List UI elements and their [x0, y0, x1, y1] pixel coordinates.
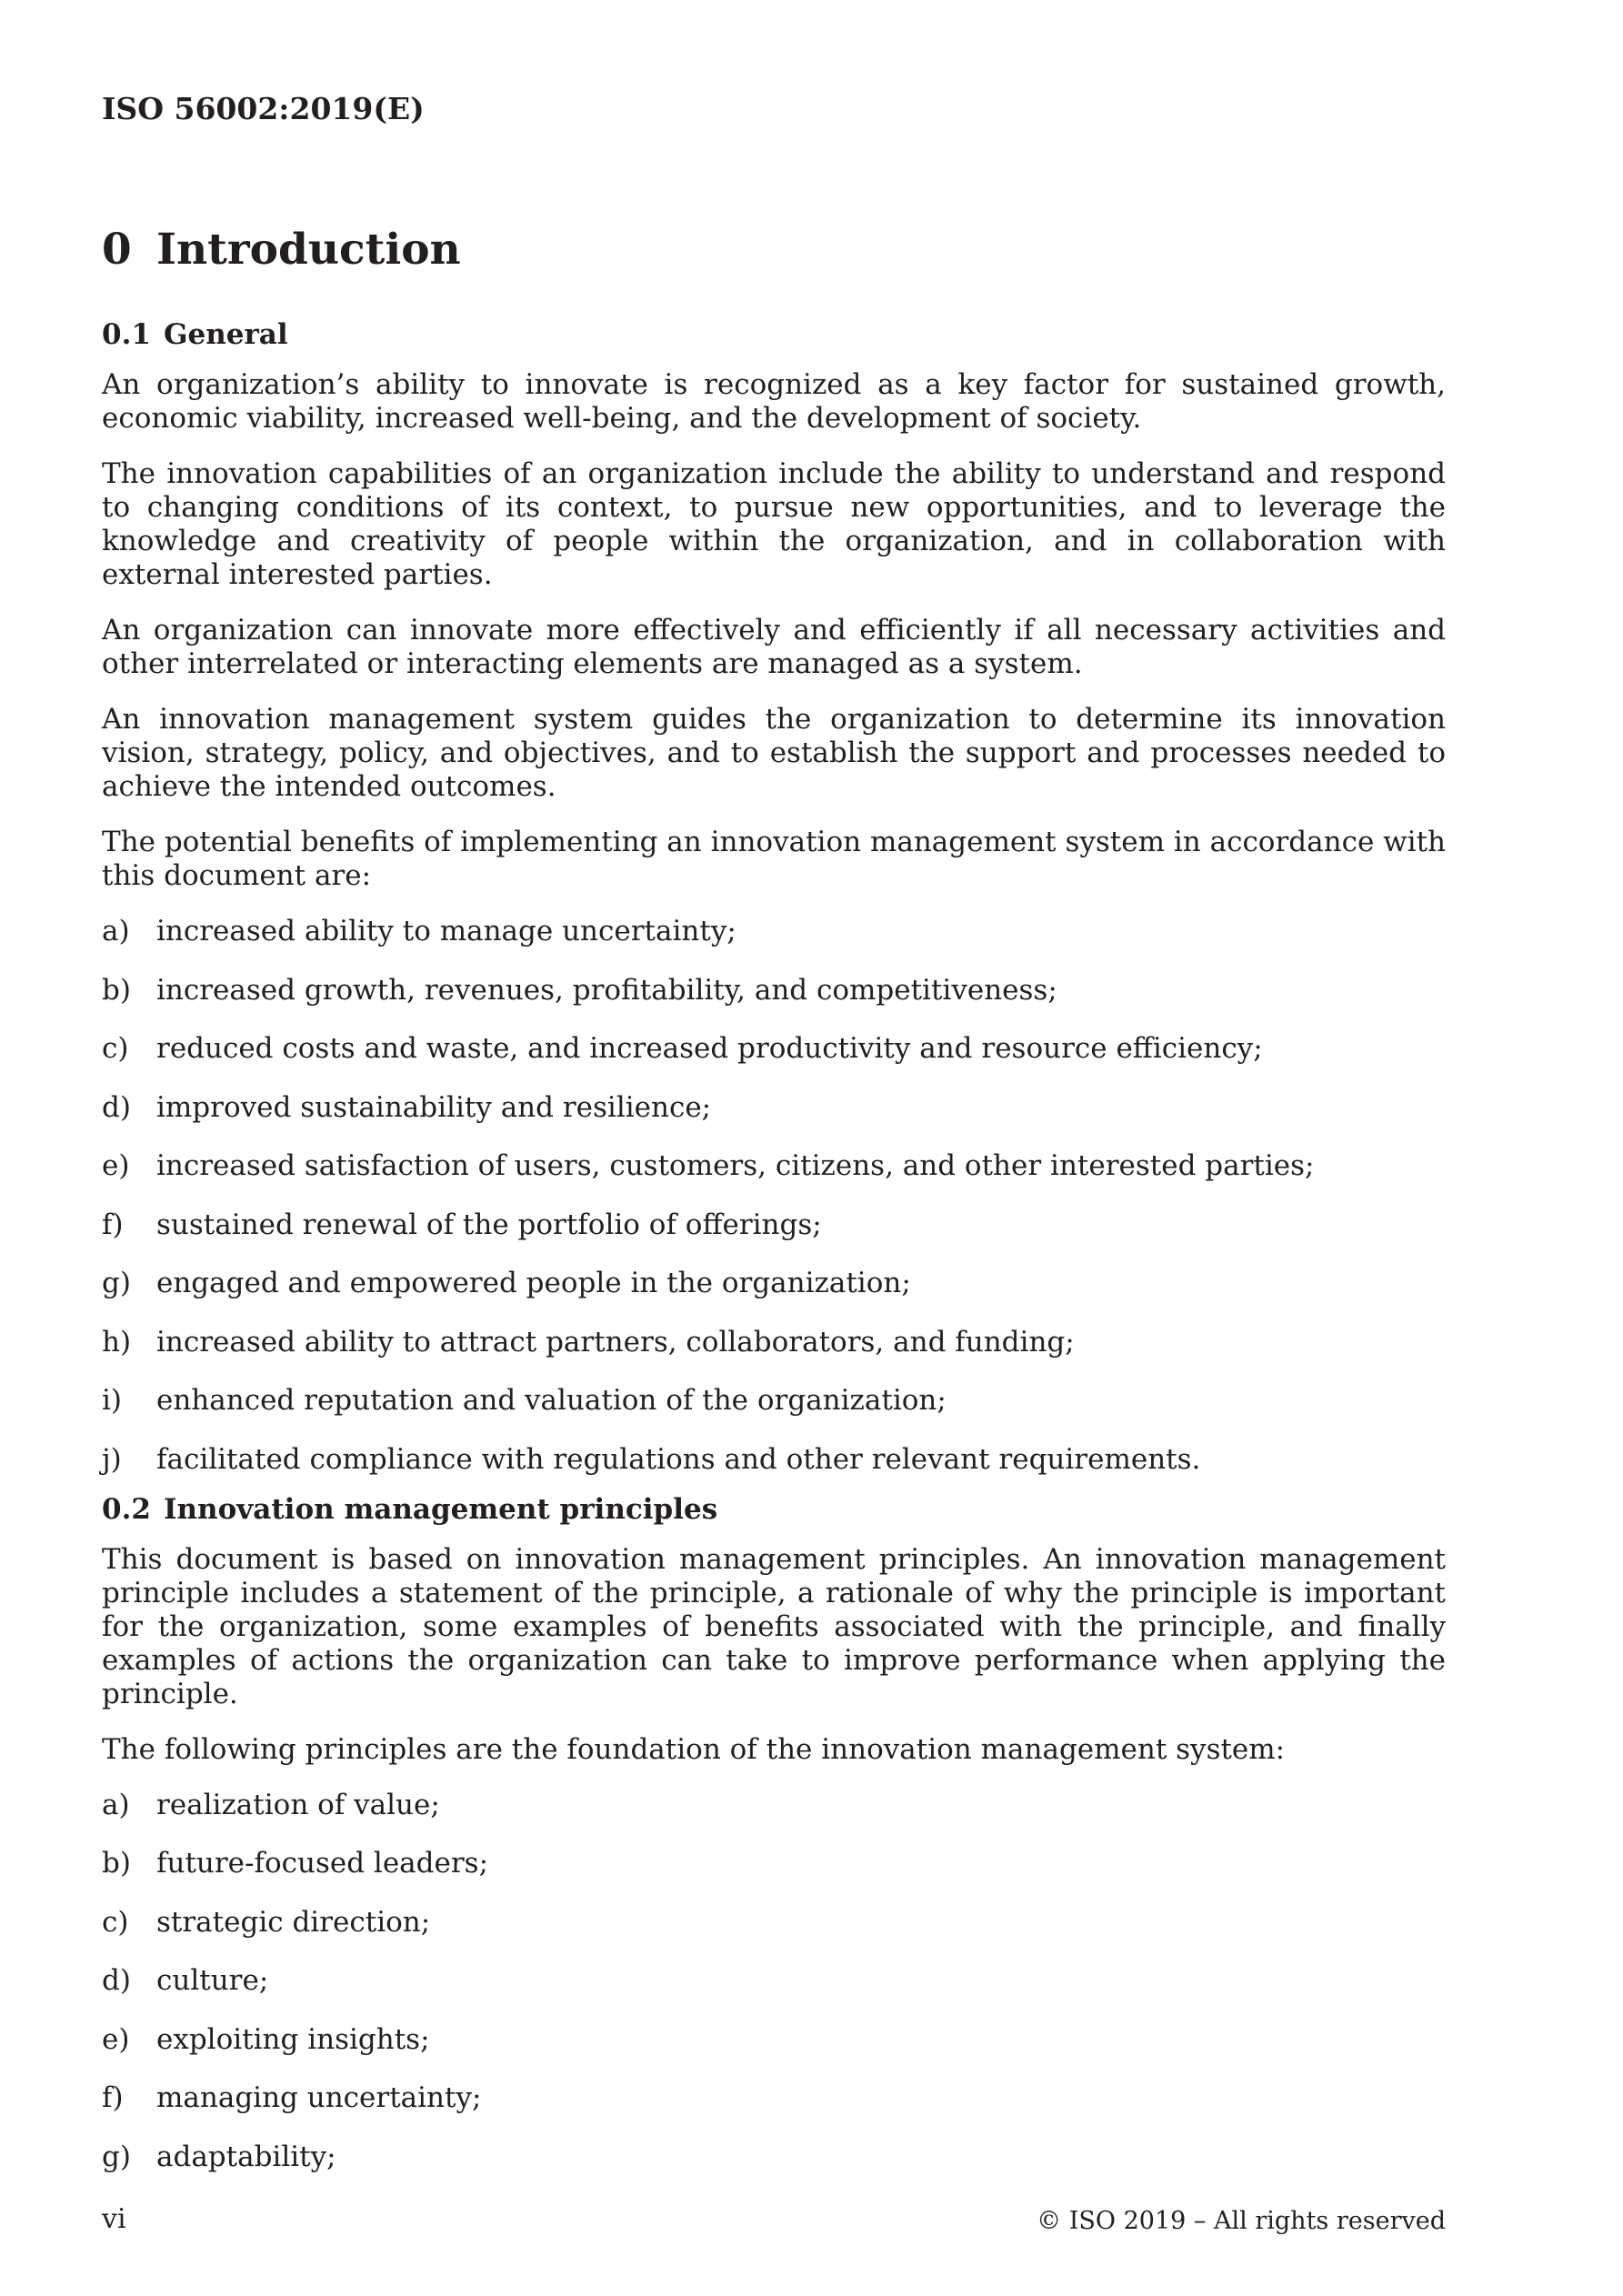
- list-item: [102, 1208, 1446, 1242]
- list-item: [102, 2141, 1446, 2174]
- benefits-list: [102, 915, 1446, 1477]
- list-item-text: managing uncertainty;: [156, 2081, 482, 2115]
- section-heading-general: [102, 318, 1446, 352]
- list-marker: j): [102, 1442, 122, 1476]
- list-marker: i): [102, 1384, 123, 1418]
- document-body: [102, 318, 1446, 2199]
- paragraph: This document is based on innovation management principles. An innovation management principle includes a statement of the principle, a rationale of why the principle is important for the organization, some examples of benefits associated with the principle, and finally examples of actions the organization can take to improve performance when applying the principle.: [102, 1542, 1446, 1710]
- list-item-text: improved sustainability and resilience;: [156, 1090, 712, 1124]
- list-item-text: culture;: [156, 1964, 269, 1998]
- paragraph: An organization’s ability to innovate is recognized as a key factor for sustained growth, economic viability, increased well-being, and the development of society.: [102, 368, 1446, 436]
- list-item-text: increased ability to manage uncertainty;: [156, 915, 736, 948]
- list-item: [102, 2023, 1446, 2057]
- copyright-notice: © ISO 2019 – All rights reserved: [1037, 2207, 1446, 2235]
- list-item: [102, 2081, 1446, 2115]
- list-item-text: future-focused leaders;: [156, 1847, 489, 1880]
- list-marker: b): [102, 973, 131, 1007]
- list-item: [102, 1149, 1446, 1183]
- list-marker: a): [102, 1788, 130, 1821]
- list-item-text: increased satisfaction of users, customers, citizens, and other interested parties;: [156, 1149, 1315, 1183]
- list-marker: e): [102, 2022, 130, 2056]
- list-item-text: adaptability;: [156, 2140, 336, 2173]
- list-marker: g): [102, 1267, 131, 1300]
- list-marker: h): [102, 1325, 132, 1359]
- list-item-text: increased growth, revenues, profitability, and competitiveness;: [156, 973, 1057, 1007]
- section-heading-principles: [102, 1493, 1446, 1527]
- clause-number: 0: [102, 225, 132, 275]
- list-item: [102, 1326, 1446, 1359]
- section-number: 0.2: [102, 1492, 151, 1526]
- list-item: [102, 1384, 1446, 1418]
- list-item-text: sustained renewal of the portfolio of offerings;: [156, 1208, 822, 1241]
- document-identifier: ISO 56002:2019(E): [102, 91, 425, 126]
- list-item-text: engaged and empowered people in the organization;: [156, 1267, 911, 1300]
- paragraph: The following principles are the foundation of the innovation management system:: [102, 1732, 1286, 1766]
- list-item: [102, 915, 1446, 948]
- list-item-text: increased ability to attract partners, collaborators, and funding;: [156, 1325, 1075, 1359]
- page-number: vi: [102, 2203, 126, 2235]
- list-marker: c): [102, 1905, 129, 1939]
- list-item: [102, 974, 1446, 1008]
- paragraph: An organization can innovate more effectively and efficiently if all necessary activities and other interrelated or interacting elements are managed as a system.: [102, 614, 1446, 681]
- list-item: [102, 1906, 1446, 1940]
- list-marker: f): [102, 2081, 124, 2115]
- paragraph: The innovation capabilities of an organization include the ability to understand and respond to changing conditions of its context, to pursue new opportunities, and to leverage the knowledge and creativity of people within the organization, and in collaboration with external interested parties.: [102, 457, 1446, 592]
- list-marker: b): [102, 1847, 131, 1880]
- section-title: Innovation management principles: [164, 1492, 718, 1526]
- list-marker: a): [102, 915, 130, 948]
- list-item-text: strategic direction;: [156, 1905, 431, 1939]
- list-item-text: exploiting insights;: [156, 2022, 430, 2056]
- list-marker: d): [102, 1964, 131, 1998]
- list-item: [102, 1964, 1446, 1998]
- list-marker: c): [102, 1032, 129, 1066]
- document-page: [102, 0, 1446, 2296]
- list-item-text: enhanced reputation and valuation of the organization;: [156, 1384, 947, 1418]
- list-marker: d): [102, 1090, 131, 1124]
- clause-heading: [102, 225, 461, 276]
- list-item-text: facilitated compliance with regulations and other relevant requirements.: [156, 1442, 1201, 1476]
- list-marker: f): [102, 1208, 124, 1241]
- clause-title: Introduction: [156, 225, 461, 275]
- list-item: [102, 1847, 1446, 1880]
- paragraph: An innovation management system guides the organization to determine its innovation vision, strategy, policy, and objectives, and to establish the support and processes needed to achieve the intended outcomes.: [102, 703, 1446, 804]
- list-item: [102, 1267, 1446, 1300]
- list-marker: g): [102, 2140, 131, 2173]
- list-item-text: reduced costs and waste, and increased productivity and resource efficiency;: [156, 1032, 1263, 1066]
- list-item: [102, 1032, 1446, 1066]
- list-item: [102, 1443, 1446, 1477]
- principles-list: [102, 1789, 1446, 2174]
- section-number: 0.1: [102, 318, 151, 351]
- section-title: General: [164, 318, 288, 351]
- list-item-text: realization of value;: [156, 1788, 440, 1821]
- list-item: [102, 1789, 1446, 1822]
- list-marker: e): [102, 1149, 130, 1183]
- list-item: [102, 1091, 1446, 1125]
- paragraph: The potential benefits of implementing an innovation management system in accordance with this document are:: [102, 826, 1447, 893]
